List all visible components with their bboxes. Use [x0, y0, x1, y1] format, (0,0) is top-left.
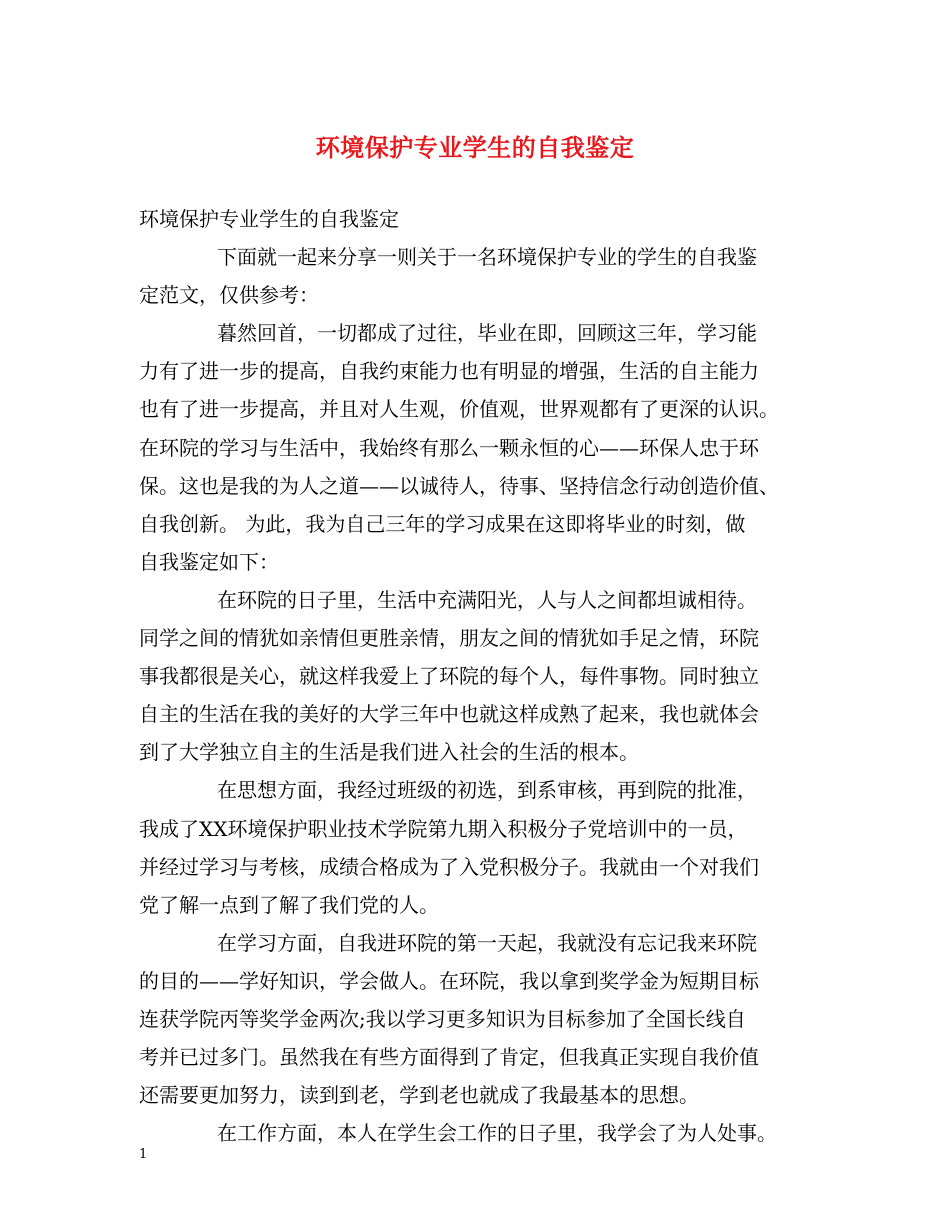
- text-line: 在工作方面，本人在学生会工作的日子里，我学会了为人处事。: [217, 1121, 777, 1146]
- text-line: 还需要更加努力，读到到老，学到老也就成了我最基本的思想。: [139, 1083, 699, 1108]
- text-line: 定范文，仅供参考：: [139, 283, 319, 308]
- text-line: 连获学院丙等奖学金两次;我以学习更多知识为目标参加了全国长线自: [139, 1006, 746, 1031]
- text-line: 自我创新。 为此，我为自己三年的学习成果在这即将毕业的时刻，做: [139, 511, 746, 536]
- document-title: 环境保护专业学生的自我鉴定: [315, 133, 635, 162]
- text-line: 在学习方面，自我进环院的第一天起，我就没有忘记我来环院: [217, 930, 757, 955]
- text-line: 在思想方面，我经过班级的初选，到系审核，再到院的批准，: [217, 778, 757, 803]
- document-body: [139, 200, 823, 1152]
- text-line: 我成了XX环境保护职业技术学院第九期入积极分子党培训中的一员，: [139, 816, 748, 841]
- text-line: 也有了进一步提高，并且对人生观，价值观，世界观都有了更深的认识。: [139, 397, 779, 422]
- text-line: 环境保护专业学生的自我鉴定: [139, 207, 399, 231]
- text-line: 的目的——学好知识，学会做人。在环院，我以拿到奖学金为短期目标: [139, 968, 759, 993]
- text-line: 下面就一起来分享一则关于一名环境保护专业的学生的自我鉴: [217, 245, 757, 270]
- text-line: 党了解一点到了解了我们党的人。: [139, 892, 439, 917]
- text-line: 力有了进一步的提高，自我约束能力也有明显的增强，生活的自主能力: [139, 359, 759, 384]
- text-line: 同学之间的情犹如亲情但更胜亲情，朋友之间的情犹如手足之情，环院: [139, 626, 759, 651]
- text-line: 暮然回首，一切都成了过往，毕业在即，回顾这三年，学习能: [217, 321, 757, 346]
- text-line: 自我鉴定如下：: [139, 549, 279, 574]
- text-line: 在环院的日子里，生活中充满阳光，人与人之间都坦诚相待。: [217, 587, 757, 612]
- page-number: 1: [139, 1147, 148, 1162]
- text-line: 事我都很是关心，就这样我爱上了环院的每个人，每件事物。同时独立: [139, 664, 759, 689]
- text-line: 自主的生活在我的美好的大学三年中也就这样成熟了起来，我也就体会: [139, 702, 759, 727]
- text-line: 考并已过多门。虽然我在有些方面得到了肯定，但我真正实现自我价值: [139, 1045, 759, 1070]
- text-line: 保。这也是我的为人之道——以诚待人，待事、坚持信念行动创造价值、: [139, 473, 779, 498]
- text-line: 并经过学习与考核，成绩合格成为了入党积极分子。我就由一个对我们: [139, 854, 759, 879]
- text-line: 到了大学独立自主的生活是我们进入社会的生活的根本。: [139, 740, 639, 765]
- text-line: 在环院的学习与生活中，我始终有那么一颗永恒的心——环保人忠于环: [139, 435, 759, 460]
